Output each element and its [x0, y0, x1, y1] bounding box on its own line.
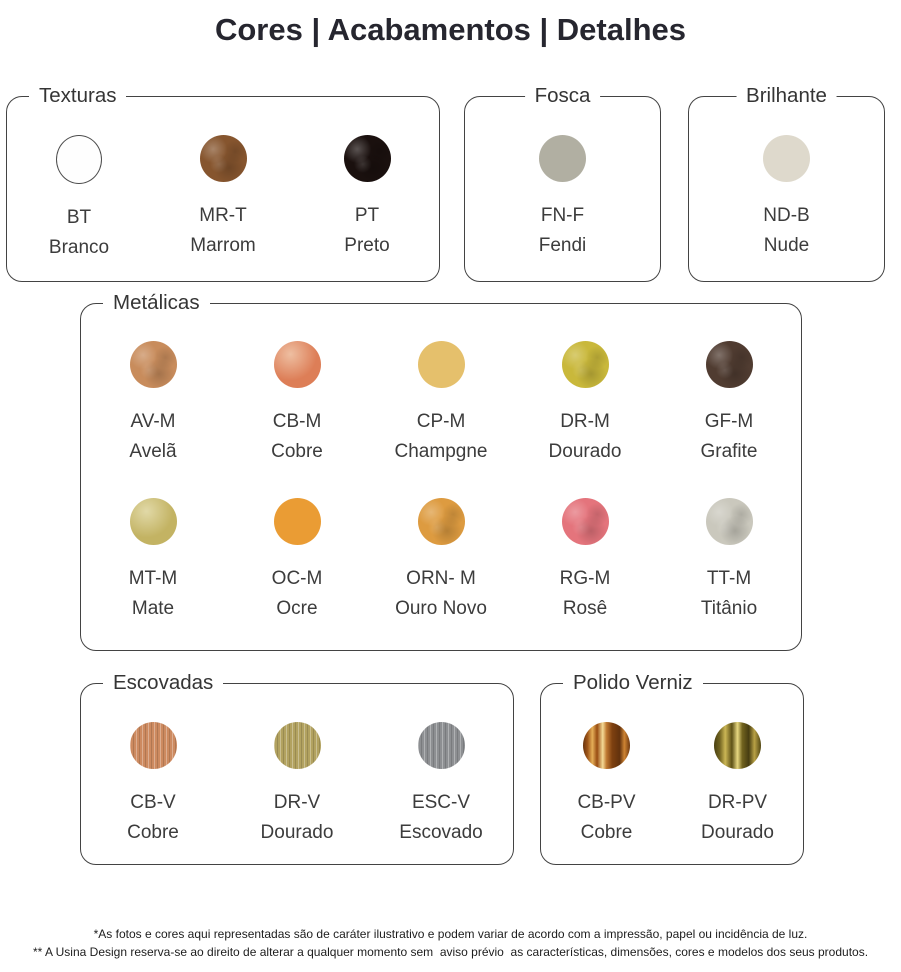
- swatch-code: TT-M: [706, 568, 752, 589]
- swatch-cbpv-circle: [583, 722, 630, 769]
- swatch-code: CP-M: [416, 411, 466, 432]
- swatch-cbm-cobre: [225, 341, 369, 463]
- swatch-mrt-circle: [200, 135, 247, 182]
- swatch-cbpv-cobre: [541, 722, 672, 844]
- swatch-cbv-cobre: [81, 722, 225, 844]
- swatch-code: CB-V: [130, 792, 176, 813]
- swatch-code: DR-PV: [707, 792, 768, 813]
- swatch-code: FN-F: [540, 205, 585, 226]
- swatch-name: Branco: [48, 237, 110, 258]
- swatch-ornm-circle: [418, 498, 465, 545]
- swatch-name: Titânio: [700, 598, 758, 619]
- swatch-ttm-circle: [706, 498, 753, 545]
- swatch-code: CB-PV: [577, 792, 636, 813]
- swatch-ocm-circle: [274, 498, 321, 545]
- swatch-code: ESC-V: [411, 792, 471, 813]
- section-polido-verniz: [540, 671, 804, 865]
- swatch-code: ORN- M: [406, 568, 476, 589]
- swatch-drpv-dourado: [672, 722, 803, 844]
- section-polido-verniz-legend: Polido Verniz: [563, 670, 703, 696]
- section-escovadas-legend: Escovadas: [103, 670, 223, 696]
- swatch-name: Ouro Novo: [395, 598, 487, 619]
- swatch-code: GF-M: [704, 411, 754, 432]
- swatch-cpm-circle: [418, 341, 465, 388]
- section-metalicas-legend: Metálicas: [103, 290, 210, 316]
- swatch-drm-dourado: [513, 341, 657, 463]
- swatch-ndb-nude: [689, 135, 884, 257]
- swatch-ocm-ocre: [225, 498, 369, 620]
- swatch-cbm-circle: [274, 341, 321, 388]
- swatch-pt-preto: [295, 135, 439, 259]
- disclaimer-line-2: ** A Usina Design reserva-se ao direito de alterar a qualquer momento sem aviso prévio as características, dimensões, cores e modelos dos seus produtos.: [32, 944, 869, 959]
- section-fosca-legend: Fosca: [525, 83, 601, 109]
- swatch-name: Dourado: [701, 822, 774, 843]
- swatch-name: Cobre: [271, 441, 323, 462]
- swatch-escv-escovado: [369, 722, 513, 844]
- swatch-ornm-ouro-novo: [369, 498, 513, 620]
- swatch-name: Champgne: [394, 441, 488, 462]
- swatch-name: Ocre: [276, 598, 318, 619]
- swatch-mrt-marrom: [151, 135, 295, 259]
- swatch-code: CB-M: [272, 411, 322, 432]
- swatch-code: MR-T: [199, 205, 247, 226]
- swatch-fnf-fendi: [465, 135, 660, 257]
- swatch-fnf-circle: [539, 135, 586, 182]
- section-brilhante-legend: Brilhante: [736, 83, 837, 109]
- swatch-name: Cobre: [580, 822, 633, 843]
- swatch-code: MT-M: [128, 568, 178, 589]
- swatch-bt-branco: [7, 135, 151, 259]
- swatch-rgm-rose: [513, 498, 657, 620]
- swatch-code: ND-B: [763, 205, 810, 226]
- swatch-name: Dourado: [260, 822, 334, 843]
- section-fosca: [464, 84, 661, 282]
- section-metalicas: [80, 291, 802, 651]
- swatch-name: Escovado: [399, 822, 483, 843]
- swatch-code: DR-M: [560, 411, 610, 432]
- swatch-code: OC-M: [271, 568, 323, 589]
- swatch-name: Preto: [344, 235, 390, 256]
- swatch-mtm-circle: [130, 498, 177, 545]
- swatch-cpm-champgne: [369, 341, 513, 463]
- swatch-escv-circle: [418, 722, 465, 769]
- swatch-drpv-circle: [714, 722, 761, 769]
- swatch-name: Avelã: [129, 441, 177, 462]
- swatch-gfm-circle: [706, 341, 753, 388]
- section-texturas: [6, 84, 440, 282]
- swatch-bt-circle: [56, 135, 102, 184]
- swatch-name: Rosê: [562, 598, 608, 619]
- section-brilhante: [688, 84, 885, 282]
- page-title: Cores | Acabamentos | Detalhes: [214, 12, 687, 47]
- swatch-rgm-circle: [562, 498, 609, 545]
- section-texturas-legend: Texturas: [29, 83, 126, 109]
- swatch-pt-circle: [344, 135, 391, 182]
- swatch-name: Fendi: [538, 235, 587, 256]
- swatch-name: Cobre: [127, 822, 179, 843]
- section-escovadas: [80, 671, 514, 865]
- swatch-name: Marrom: [190, 235, 256, 256]
- swatch-cbv-circle: [130, 722, 177, 769]
- swatch-code: DR-V: [273, 792, 321, 813]
- disclaimer-line-1: *As fotos e cores aqui representadas são de caráter ilustrativo e podem variar de acordo com a impressão, papel ou incidência de luz.: [93, 927, 808, 941]
- disclaimer: [0, 926, 901, 961]
- swatch-drv-dourado: [225, 722, 369, 844]
- swatch-code: RG-M: [559, 568, 611, 589]
- swatch-avm-avela: [81, 341, 225, 463]
- swatch-code: BT: [66, 207, 92, 228]
- swatch-drv-circle: [274, 722, 321, 769]
- swatch-mtm-mate: [81, 498, 225, 620]
- swatch-drm-circle: [562, 341, 609, 388]
- swatch-name: Dourado: [548, 441, 622, 462]
- swatch-ttm-titanio: [657, 498, 801, 620]
- swatch-ndb-circle: [763, 135, 810, 182]
- swatch-name: Grafite: [700, 441, 758, 462]
- swatch-gfm-grafite: [657, 341, 801, 463]
- swatch-name: Mate: [131, 598, 175, 619]
- swatch-code: AV-M: [130, 411, 176, 432]
- swatch-code: PT: [354, 205, 380, 226]
- swatch-name: Nude: [763, 235, 810, 256]
- swatch-avm-circle: [130, 341, 177, 388]
